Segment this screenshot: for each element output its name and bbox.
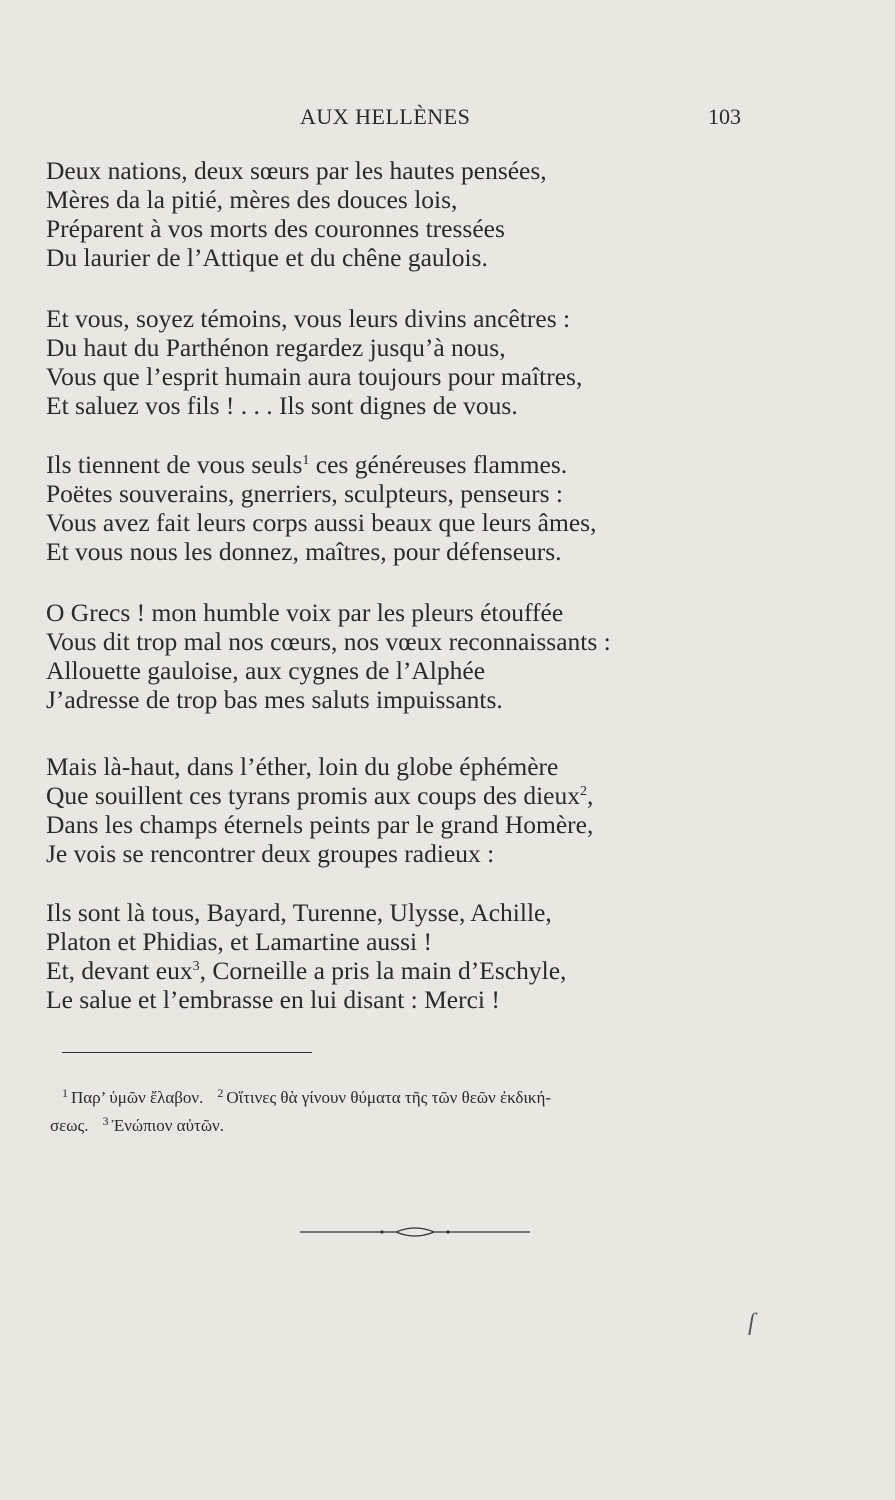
verse-text: Et, devant eux bbox=[46, 956, 193, 985]
verse-line bbox=[46, 781, 806, 810]
footnote-ref-3: 3 bbox=[192, 959, 200, 974]
page-number: 103 bbox=[708, 104, 741, 129]
verse-line: Vous dit trop mal nos cœurs, nos vœux reconnaissants : bbox=[46, 627, 611, 656]
verse-line: J’adresse de trop bas mes saluts impuissants. bbox=[46, 685, 503, 714]
footnote-text: Παρ’ ὑμῶν ἔλαβον. bbox=[71, 1088, 204, 1107]
ornament-divider bbox=[300, 1220, 530, 1244]
verse-line: Mères da la pitié, mères des douces lois, bbox=[46, 185, 458, 214]
verse-line: Du laurier de l’Attique et du chêne gaulois. bbox=[46, 243, 488, 272]
footnote-text: Οἵτινες θὰ γίνουν θύματα τῆς τῶν θεῶν ἐκδική- bbox=[226, 1088, 552, 1107]
verse-line: Vous avez fait leurs corps aussi beaux que leurs âmes, bbox=[46, 508, 597, 537]
verse-line: Allouette gauloise, aux cygnes de l’Alphée bbox=[46, 656, 486, 685]
stanza-4 bbox=[46, 598, 806, 714]
verse-line: Dans les champs éternels peints par le grand Homère, bbox=[46, 810, 594, 839]
footnote-line bbox=[62, 1084, 782, 1112]
footnote-text: Ἐνώπιον αὐτῶν. bbox=[111, 1116, 224, 1135]
verse-line: Platon et Phidias, et Lamartine aussi ! bbox=[46, 927, 432, 956]
verse-line: Et saluez vos fils ! . . . Ils sont dignes de vous. bbox=[46, 391, 518, 420]
stanza-3 bbox=[46, 450, 806, 566]
footnote-number: 1 bbox=[62, 1086, 68, 1100]
footnote-number: 2 bbox=[217, 1086, 224, 1100]
verse-text: Que souillent ces tyrans promis aux coups des dieux bbox=[46, 781, 580, 810]
verse-line: Et vous, soyez témoins, vous leurs divins ancêtres : bbox=[46, 304, 571, 333]
footnote-number: 3 bbox=[102, 1114, 109, 1128]
footnote-text: σεως. bbox=[50, 1116, 89, 1135]
verse-line bbox=[46, 450, 806, 479]
footnotes bbox=[50, 1084, 782, 1140]
footnote-rule bbox=[62, 1052, 312, 1053]
verse-line: Vous que l’esprit humain aura toujours pour maîtres, bbox=[46, 362, 583, 391]
verse-text: , bbox=[586, 781, 594, 810]
verse-text: ces généreuses flammes. bbox=[309, 450, 568, 479]
stanza-6 bbox=[46, 898, 806, 1014]
verse-line: Mais là-haut, dans l’éther, loin du globe éphémère bbox=[46, 752, 559, 781]
stanza-2 bbox=[46, 304, 806, 420]
verse-line bbox=[46, 956, 806, 985]
footnote-ref-1: 1 bbox=[302, 453, 310, 468]
page-title: AUX HELLÈNES bbox=[300, 104, 471, 129]
verse-text: Ils tiennent de vous seuls bbox=[46, 450, 303, 479]
footnote-ref-2: 2 bbox=[579, 784, 587, 799]
margin-mark: ſ bbox=[748, 1310, 755, 1336]
verse-line: O Grecs ! mon humble voix par les pleurs étouffée bbox=[46, 598, 564, 627]
verse-line: Je vois se rencontrer deux groupes radieux : bbox=[46, 839, 495, 868]
verse-line: Ils sont là tous, Bayard, Turenne, Ulysse, Achille, bbox=[46, 898, 552, 927]
stanza-1 bbox=[46, 156, 806, 272]
stanza-5 bbox=[46, 752, 806, 868]
verse-line: Poëtes souverains, gnerriers, sculpteurs, penseurs : bbox=[46, 479, 563, 508]
verse-line: Le salue et l’embrasse en lui disant : Merci ! bbox=[46, 985, 500, 1014]
footnote-line bbox=[50, 1112, 782, 1140]
verse-text: , Corneille a pris la main d’Eschyle, bbox=[199, 956, 567, 985]
verse-line: Préparent à vos morts des couronnes tressées bbox=[46, 214, 505, 243]
verse-line: Et vous nous les donnez, maîtres, pour défenseurs. bbox=[46, 537, 562, 566]
verse-line: Deux nations, deux sœurs par les hautes pensées, bbox=[46, 156, 547, 185]
running-head bbox=[0, 104, 895, 134]
verse-line: Du haut du Parthénon regardez jusqu’à nous, bbox=[46, 333, 506, 362]
